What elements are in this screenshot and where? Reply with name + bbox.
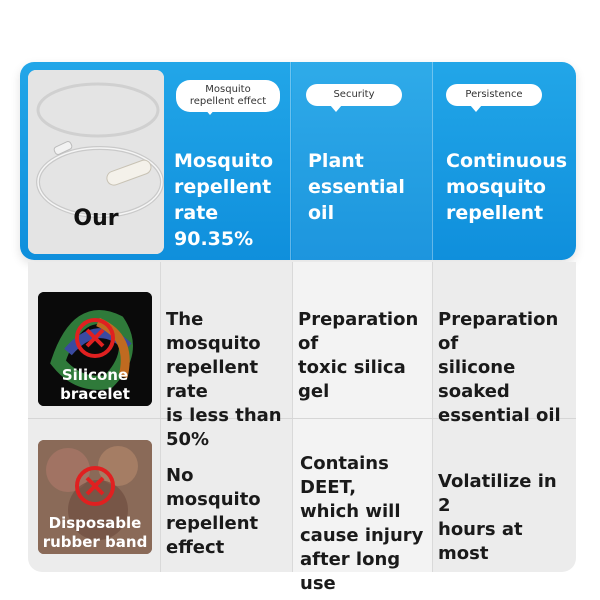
column-divider (292, 262, 293, 572)
our-security: Plant essential oil (308, 150, 405, 224)
silicone-security: Preparation of toxic silica gel (298, 309, 419, 402)
our-repellent-rate: Mosquito repellent rate 90.35% (174, 150, 274, 250)
our-label: Our (73, 206, 119, 231)
column-divider (160, 262, 161, 572)
rubber-band-persistence: Volatilize in 2 hours at most (438, 471, 557, 564)
pill-pointer (330, 105, 342, 112)
silicone-bracelet-label: Silicone bracelet (60, 366, 130, 403)
pill-pointer (204, 108, 216, 115)
rubber-band-label: Disposable rubber band (42, 514, 148, 551)
silicone-persistence: Preparation of silicone soaked essential oil (438, 309, 561, 426)
column-divider (290, 62, 291, 260)
silicone-repellent-rate: The mosquito repellent rate is less than 50% (166, 309, 282, 450)
column-divider (432, 62, 433, 260)
pill-security: Security (306, 84, 402, 106)
our-persistence: Continuous mosquito repellent (446, 150, 568, 224)
rubber-band-repellent-rate: No mosquito repellent effect (166, 465, 261, 558)
pill-mosquito-repellent-effect: Mosquito repellent effect (176, 80, 280, 112)
rubber-band-security: Contains DEET, which will cause injury after long use (300, 453, 424, 594)
pill-pointer (470, 105, 482, 112)
pill-persistence: Persistence (446, 84, 542, 106)
